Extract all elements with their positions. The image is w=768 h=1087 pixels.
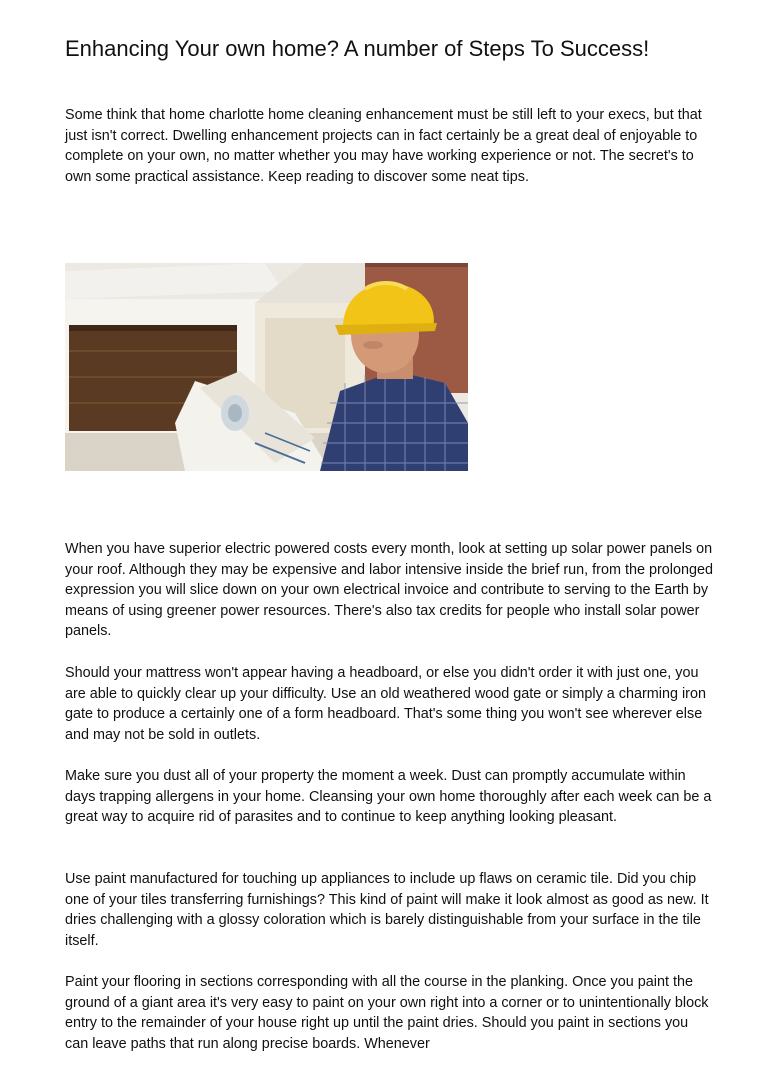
paragraph-dust: Make sure you dust all of your property the moment a week. Dust can promptly accumulate within days trapping allergens in your home. Cleansing your own home thoroughly after each week can be a great way to acquire rid of parasites and to continue to keep anything looking pleasant. [65,768,712,826]
paragraph-intro: Some think that home charlotte home cleaning enhancement must be still left to your execs, but that just isn't correct. Dwelling enhancement projects can in fact certainly be a great deal of enjoyable to complete on your own, no matter whether you may have working experience or not. The secret's to own some practical assistance. Keep reading to discover some neat tips. [65,107,702,185]
document-title: Enhancing Your own home? A number of Steps To Success! [65,36,650,61]
paragraph-solar: When you have superior electric powered costs every month, look at setting up solar power panels on your roof. Although they may be expensive and labor intensive inside the brief run, from the prolonged expression you will slice down on your own electrical invoice and contribute to serving to the Earth by means of using greener power resources. There's also tax credits for people who install solar power panels. [65,541,713,640]
paragraph-tile-paint: Use paint manufactured for touching up appliances to include up flaws on ceramic tile. Did you chip one of your tiles transferring furnishings? This kind of paint will make it look almost as good as new. It dries challenging with a glossy coloration which is barely distinguishable from your surface in the tile itself. [65,871,709,949]
paragraph-headboard: Should your mattress won't appear having a headboard, or else you didn't order it with just one, you are able to quickly clear up your difficulty. Use an old weathered wood gate or simply a charming iron gate to produce a certainly one of a form headboard. That's some thing you won't see wherever else and may not be sold in outlets. [65,665,706,743]
paragraph-floor-paint: Paint your flooring in sections corresponding with all the course in the planking. Once you paint the ground of a giant area it's very easy to paint on your own right into a corner or to unintentionally block entry to the remainder of your house right up until the paint dries. Should you paint in sections you can leave paths that run along precise boards. Whenever [65,974,709,1052]
contractor-photo [65,263,468,471]
